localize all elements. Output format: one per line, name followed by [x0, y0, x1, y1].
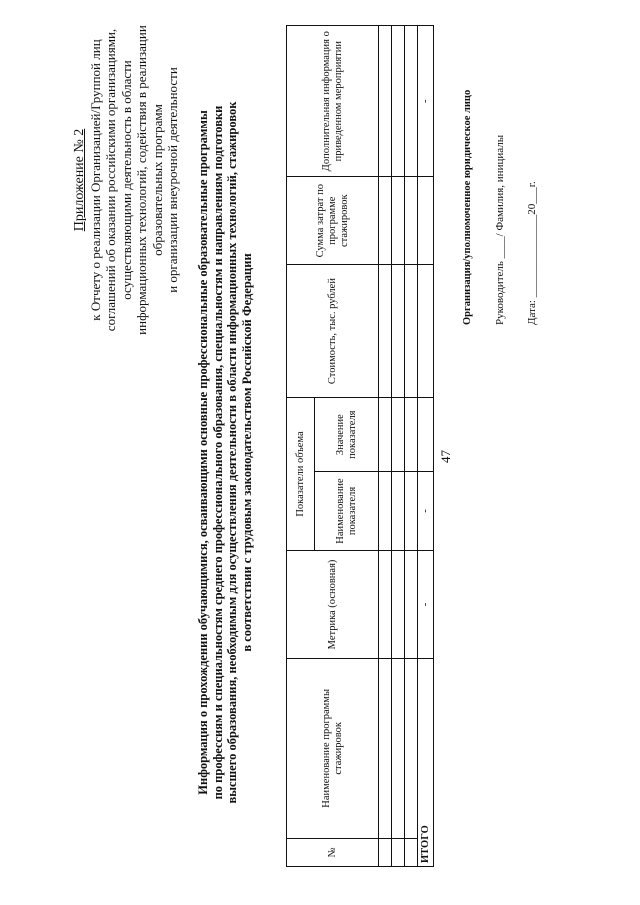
- total-row: [418, 26, 434, 867]
- title-line: по профессиям и специальностям среднего профессионального образования, специальностям и направлениям подготовки: [210, 105, 225, 800]
- table-cell: [405, 659, 418, 839]
- signature-org: Организация/уполномоченное юридическое лицо: [462, 89, 473, 325]
- table-cell: [392, 659, 405, 839]
- table-cell: [405, 838, 418, 866]
- table-cell: [405, 177, 418, 265]
- table-header-row: [287, 26, 315, 867]
- table-cell: [379, 264, 392, 397]
- signature-head: Руководитель ____/ Фамилия, инициалы: [494, 134, 506, 325]
- table-cell: [392, 838, 405, 866]
- document-title: [196, 0, 254, 905]
- table-cell: [379, 26, 392, 177]
- appendix-line: информационных технологий, содействия в реализации: [134, 25, 149, 335]
- table-cell: [405, 550, 418, 658]
- appendix-line: и организации внеурочной деятельности: [165, 67, 180, 293]
- header-metric: Метрика (основная): [287, 550, 379, 658]
- table-cell: [379, 838, 392, 866]
- total-label: ИТОГО: [418, 659, 434, 867]
- table-row: [379, 26, 392, 867]
- header-num: №: [287, 838, 379, 866]
- total-indicator-name: -: [418, 472, 434, 551]
- table-row: [392, 26, 405, 867]
- header-sum: Сумма затрат по программе стажировок: [287, 177, 379, 265]
- appendix-heading: Приложение № 2: [72, 128, 87, 232]
- appendix-line: образовательных программ: [149, 104, 165, 256]
- table-row: [405, 26, 418, 867]
- appendix-block: [72, 15, 181, 345]
- table-cell: [405, 264, 418, 397]
- title-line: Информация о прохождении обучающимися, осваивающими основные профессиональные образовательные программы: [196, 110, 210, 795]
- title-line: в соответствии с трудовым законодательством Российской Федерации: [239, 253, 254, 652]
- header-indicators: Показатели объема: [287, 398, 315, 551]
- header-indicator-value: Значение показателя: [315, 398, 379, 472]
- table-cell: [379, 398, 392, 472]
- table-cell: [405, 26, 418, 177]
- table-cell: [392, 472, 405, 551]
- table-cell: [418, 398, 434, 472]
- table-cell: [392, 26, 405, 177]
- table-cell: [392, 550, 405, 658]
- table-cell: [379, 177, 392, 265]
- table-cell: [379, 550, 392, 658]
- header-cost: Стоимость, тыс. рублей: [287, 264, 379, 397]
- total-extra: -: [418, 26, 434, 177]
- appendix-line: к Отчету о реализации Организацией/Группой лиц: [87, 39, 103, 321]
- header-indicator-name: Наименование показателя: [315, 472, 379, 551]
- table-cell: [405, 472, 418, 551]
- table-cell: [392, 398, 405, 472]
- title-line: высшего образования, необходимым для осуществления деятельности в области информационных технологий, стажировок: [225, 101, 239, 804]
- appendix-line: соглашений об оказании российскими организациями,: [103, 28, 118, 332]
- table-cell: [379, 659, 392, 839]
- signature-date: Дата: _______________20___г.: [526, 181, 538, 325]
- table-cell: [379, 472, 392, 551]
- table-cell: [392, 177, 405, 265]
- table-cell: [418, 264, 434, 397]
- appendix-line: осуществляющими деятельность в области: [118, 60, 134, 300]
- table-cell: [392, 264, 405, 397]
- table-cell: [418, 177, 434, 265]
- page-number: 47: [438, 450, 453, 463]
- header-extra-info: Дополнительная информация о приведенном мероприятии: [287, 26, 379, 177]
- report-table: [286, 25, 434, 867]
- total-metric: -: [418, 550, 434, 658]
- signature-block: [452, 5, 548, 325]
- table-cell: [405, 398, 418, 472]
- header-program-name: Наименование программы стажировок: [287, 659, 379, 839]
